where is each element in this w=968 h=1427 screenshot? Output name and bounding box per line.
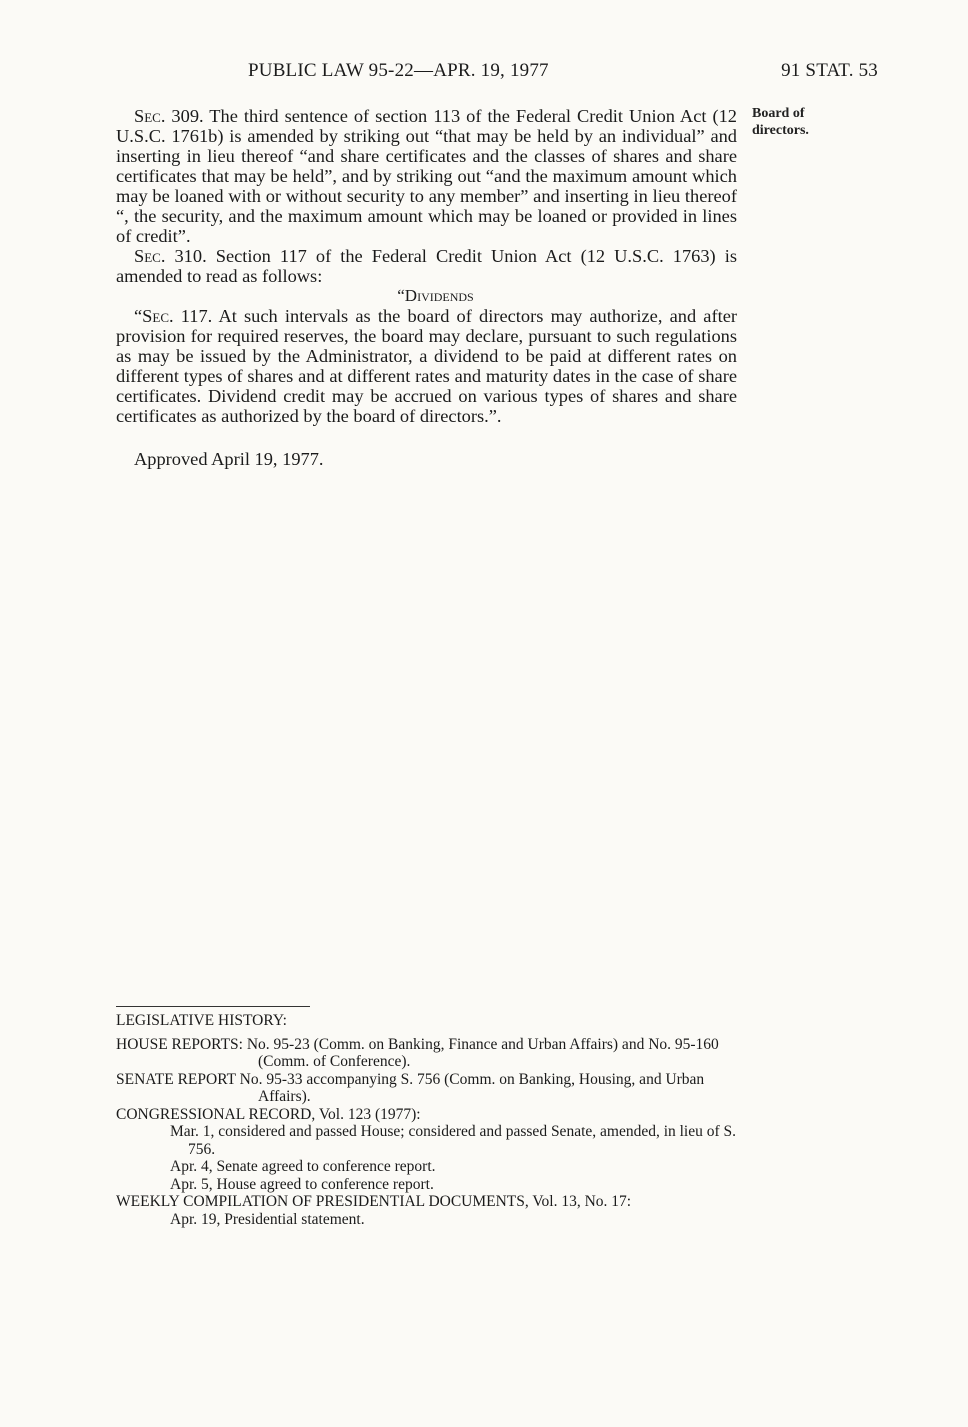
record-item: Apr. 4, Senate agreed to conference report. [170, 1158, 436, 1175]
history-label: LEGISLATIVE HISTORY: [116, 1012, 287, 1029]
law-body [116, 106, 737, 469]
weekly-compilation: WEEKLY COMPILATION OF PRESIDENTIAL DOCUMENTS, Vol. 13, No. 17: [116, 1193, 632, 1210]
section-label: “Sec. [134, 306, 174, 326]
record-item: Apr. 5, House agreed to conference report. [170, 1175, 434, 1193]
house-reports: HOUSE REPORTS: No. 95-23 (Comm. on Banking, Finance and Urban Affairs) and No. 95-160 (Comm. of Conference). [116, 1035, 719, 1070]
weekly-item: Apr. 19, Presidential statement. [170, 1210, 365, 1228]
section-text: 309. The third sentence of section 113 of the Federal Credit Union Act (12 U.S.C. 1761b) is amended by striking out “that may be held by an individual” and inserting in lieu thereof “and share certificates and the classes of shares and share certificates that may be held”, and by striking out “and the maximum amount which may be loaned with or without security to any member” and inserting in lieu thereof “, the security, and the maximum amount which may be loaned or provided in lines of credit”. [116, 106, 737, 246]
approval-date: Approved April 19, 1977. [134, 449, 324, 469]
section-310 [116, 246, 737, 286]
section-text: 310. Section 117 of the Federal Credit Union Act (12 U.S.C. 1763) is amended to read as follows: [116, 246, 737, 286]
senate-report: SENATE REPORT No. 95-33 accompanying S. 756 (Comm. on Banking, Housing, and Urban Affairs). [116, 1070, 705, 1105]
section-text: 117. At such intervals as the board of directors may authorize, and after provision for required reserves, the board may declare, pursuant to such regulations as may be issued by the Administrator, a dividend to be paid at different rates on different types of shares and at different rates and maturity dates in the case of share certificates. Dividend credit may be accrued on various types of shares and share certificates as authorized by the board of directors.”. [116, 306, 737, 426]
section-label: Sec. [134, 106, 166, 126]
margin-note-line: Board of [752, 106, 805, 121]
statute-page-number: 91 STAT. 53 [781, 60, 878, 81]
section-309 [116, 106, 737, 246]
section-117 [116, 306, 737, 426]
record-item: Mar. 1, considered and passed House; considered and passed Senate, amended, in lieu of S. 756. [170, 1123, 737, 1158]
margin-note [752, 105, 809, 139]
section-label: Sec. [134, 246, 166, 266]
margin-note-line: directors. [752, 123, 809, 138]
page-title: PUBLIC LAW 95-22—APR. 19, 1977 [248, 60, 549, 81]
dividends-heading: “Dividends [397, 286, 474, 305]
congressional-record: CONGRESSIONAL RECORD, Vol. 123 (1977): [116, 1105, 421, 1123]
legislative-history [116, 1000, 737, 1228]
